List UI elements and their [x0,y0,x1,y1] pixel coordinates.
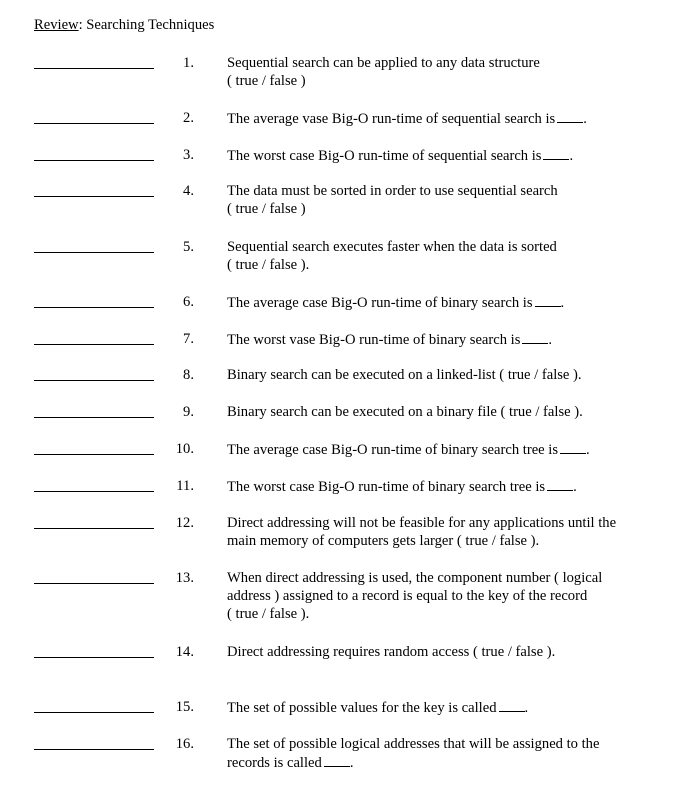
question-number: 14. [175,644,194,660]
question-text [227,366,659,384]
question-line: When direct addressing is used, the component number ( logical [227,570,603,586]
question-number: 10. [175,441,194,457]
question-line: The average case Big-O run-time of binary search tree is . [227,442,590,458]
question-text [227,735,659,772]
fill-in-blank[interactable] [557,109,583,123]
answer-blank-line[interactable] [34,160,154,161]
fill-in-blank[interactable] [547,477,573,491]
question-line: ( true / false ). [227,606,310,622]
page-title [34,16,214,34]
question-line: main memory of computers gets larger ( true / false ). [227,533,540,549]
question-text [227,109,659,128]
question-text [227,698,659,717]
question-number: 9. [183,404,194,420]
question-text [227,403,659,421]
question-text [227,440,659,459]
question-line: The average case Big-O run-time of binary search is . [227,295,565,311]
answer-blank-line[interactable] [34,491,154,492]
question-text [227,238,659,274]
question-line: The data must be sorted in order to use sequential search [227,183,558,199]
answer-blank-line[interactable] [34,712,154,713]
question-line: Binary search can be executed on a linked-list ( true / false ). [227,367,582,383]
question-line: ( true / false ). [227,257,310,273]
question-number: 12. [175,515,194,531]
question-line: Sequential search executes faster when the data is sorted [227,239,557,255]
answer-blank-line[interactable] [34,344,154,345]
question-text [227,643,659,661]
question-line: The worst vase Big-O run-time of binary search is . [227,332,553,348]
question-number: 4. [183,183,194,199]
question-number: 15. [175,699,194,715]
title-review: Review [34,17,79,33]
question-line: ( true / false ) [227,201,306,217]
answer-blank-line[interactable] [34,252,154,253]
question-number: 13. [175,570,194,586]
fill-in-blank[interactable] [535,293,561,307]
question-line: The worst case Big-O run-time of binary search tree is . [227,479,577,495]
question-text [227,54,659,90]
answer-blank-line[interactable] [34,380,154,381]
question-number: 16. [175,736,194,752]
question-line: Binary search can be executed on a binary file ( true / false ). [227,404,583,420]
title-topic: : Searching Techniques [78,17,215,33]
question-number: 3. [183,147,194,163]
question-number: 6. [183,294,194,310]
answer-blank-line[interactable] [34,196,154,197]
answer-blank-line[interactable] [34,307,154,308]
question-line: Direct addressing will not be feasible for any applications until the [227,515,617,531]
question-text [227,569,659,623]
question-number: 5. [183,239,194,255]
answer-blank-line[interactable] [34,583,154,584]
question-line: records is called . [227,755,354,771]
answer-blank-line[interactable] [34,454,154,455]
question-line: Direct addressing requires random access ( true / false ). [227,644,556,660]
fill-in-blank[interactable] [324,753,350,767]
question-line: The worst case Big-O run-time of sequential search is . [227,148,574,164]
answer-blank-line[interactable] [34,68,154,69]
question-text [227,514,659,550]
question-text [227,146,659,165]
question-text [227,182,659,218]
question-line: ( true / false ) [227,73,306,89]
answer-blank-line[interactable] [34,528,154,529]
question-number: 1. [183,55,194,71]
answer-blank-line[interactable] [34,657,154,658]
question-number: 2. [183,110,194,126]
fill-in-blank[interactable] [560,440,586,454]
question-text [227,330,659,349]
fill-in-blank[interactable] [522,330,548,344]
question-line: address ) assigned to a record is equal to the key of the record [227,588,588,604]
answer-blank-line[interactable] [34,749,154,750]
question-number: 8. [183,367,194,383]
question-text [227,477,659,496]
question-line: The set of possible values for the key is called . [227,700,529,716]
answer-blank-line[interactable] [34,123,154,124]
answer-blank-line[interactable] [34,417,154,418]
question-line: Sequential search can be applied to any data structure [227,55,540,71]
question-line: The set of possible logical addresses that will be assigned to the [227,736,600,752]
question-text [227,293,659,312]
fill-in-blank[interactable] [543,146,569,160]
question-line: The average vase Big-O run-time of sequential search is . [227,111,587,127]
question-number: 7. [183,331,194,347]
question-number: 11. [176,478,194,494]
fill-in-blank[interactable] [499,698,525,712]
